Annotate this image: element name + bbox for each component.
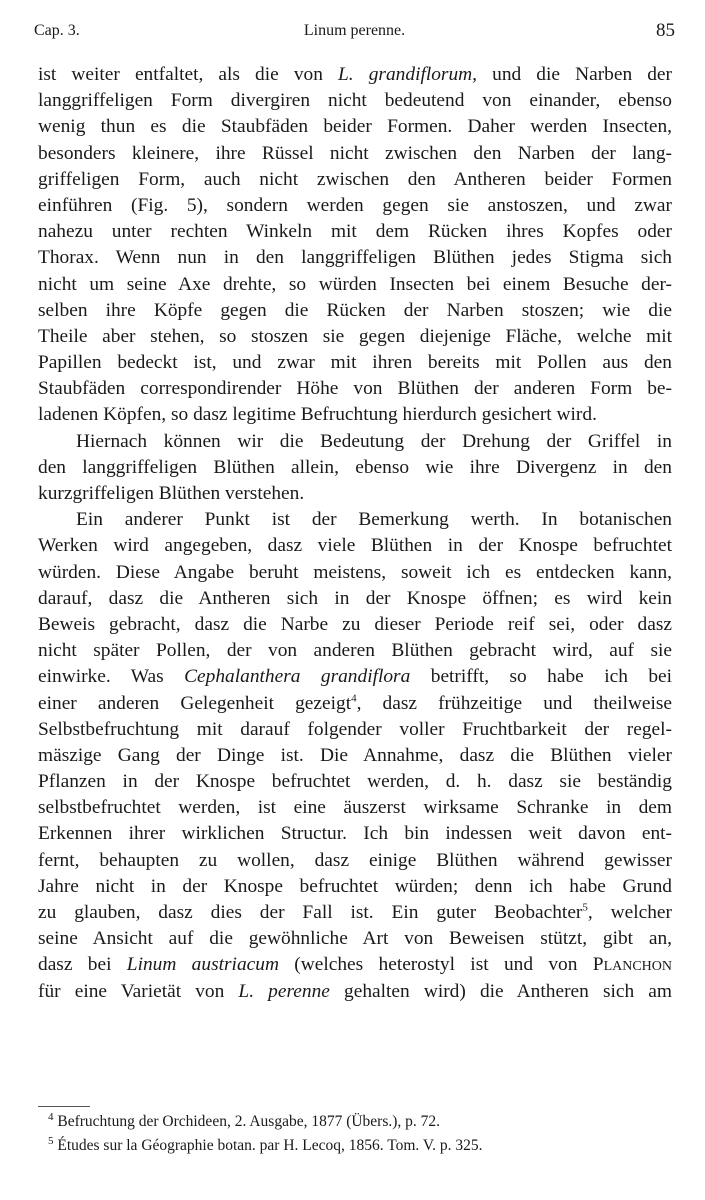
- line-text: einführen (Fig. 5), sondern werden gegen sie anstoszen, und zwar: [38, 194, 672, 216]
- small-caps-name: Planchon: [592, 954, 672, 976]
- text-line: [38, 717, 672, 743]
- footnote-ref: 5: [582, 901, 588, 914]
- line-text: Erkennen ihrer wirklichen Structur. Ich bin indessen weit davon ent-: [38, 823, 672, 845]
- page-number: 85: [656, 20, 675, 41]
- text-line: [38, 350, 672, 376]
- text-line: [38, 62, 672, 88]
- text-line: [38, 560, 672, 586]
- text-line: [38, 743, 672, 769]
- text-line: [38, 952, 672, 978]
- text-line: [38, 612, 672, 638]
- text-line: [38, 848, 672, 874]
- text-line: [38, 926, 672, 952]
- line-text: Papillen bedeckt ist, und zwar mit ihren bereits mit Pollen aus den: [38, 352, 672, 374]
- footnote-mark: 5: [48, 1134, 54, 1147]
- footnote-rule: [38, 1106, 90, 1107]
- line-text: nicht später Pollen, der von anderen Blüthen gebracht wird, auf sie: [38, 640, 672, 662]
- line-text: besonders kleinere, ihre Rüssel nicht zwischen den Narben der lang-: [38, 142, 672, 164]
- line-text: Jahre nicht in der Knospe befruchtet würden; denn ich habe Grund: [38, 875, 672, 897]
- footnote: [48, 1134, 668, 1158]
- text-line: [38, 88, 672, 114]
- line-text: mäszige Gang der Dinge ist. Die Annahme, dasz die Blüthen vieler: [38, 744, 672, 766]
- text-line: [38, 193, 672, 219]
- text-line: [38, 272, 672, 298]
- italic-term: Cephalanthera grandiflora: [184, 666, 411, 688]
- text-line: [38, 821, 672, 847]
- line-text: gehalten wird) die Antheren sich am: [329, 980, 672, 1002]
- text-line: [38, 429, 672, 455]
- main-text: [38, 62, 672, 1005]
- line-text: selbstbefruchtet werden, ist eine äuszerst wirksame Schranke in dem: [38, 797, 672, 819]
- line-text: Werken wird angegeben, dasz viele Blüthen in der Knospe befruchtet: [38, 535, 672, 557]
- text-line: [38, 874, 672, 900]
- text-line: [38, 586, 672, 612]
- line-text: Staubfäden correspondirender Höhe von Blüthen der anderen Form be-: [38, 378, 672, 400]
- text-line: [38, 638, 672, 664]
- line-text: dasz bei: [38, 954, 127, 976]
- line-text: den langgriffeligen Blüthen allein, ebenso wie ihre Divergenz in den: [38, 456, 672, 478]
- footnote-text: Études sur la Géographie botan. par H. Lecoq, 1856. Tom. V. p. 325.: [57, 1137, 483, 1154]
- footnote-text: Befruchtung der Orchideen, 2. Ausgabe, 1877 (Übers.), p. 72.: [57, 1113, 441, 1130]
- line-text: ist weiter entfaltet, als die von: [38, 64, 339, 85]
- line-text: , welcher: [587, 902, 672, 923]
- text-line: [38, 245, 672, 271]
- text-line: [38, 664, 672, 690]
- text-line: [38, 324, 672, 350]
- line-text: nahezu unter rechten Winkeln mit dem Rücken ihres Kopfes oder: [38, 221, 672, 243]
- line-text: Pflanzen in der Knospe befruchtet werden, d. h. dasz sie beständig: [38, 771, 672, 793]
- text-line: [38, 481, 672, 507]
- text-line: [38, 114, 672, 140]
- line-text: Theile aber stehen, so stoszen sie gegen diejenige Fläche, welche mit: [38, 325, 672, 347]
- line-text: würden. Diese Angabe beruht meistens, soweit ich es entdecken kann,: [38, 561, 672, 583]
- line-text: Ein anderer Punkt ist der Bemerkung werth. In botanischen: [76, 509, 672, 531]
- line-text: griffeligen Form, auch nicht zwischen den Antheren beider Formen: [38, 168, 672, 190]
- line-text: Selbstbefruchtung mit darauf folgender voller Fruchtbarkeit der regel-: [38, 718, 672, 740]
- italic-term: L. grandiflorum,: [338, 64, 478, 85]
- text-line: [38, 141, 672, 167]
- text-line: [38, 376, 672, 402]
- text-line: [38, 795, 672, 821]
- page-header: [34, 20, 675, 46]
- italic-term: L. perenne: [238, 980, 330, 1002]
- line-text: Beweis gebracht, dasz die Narbe zu dieser Periode reif sei, oder dasz: [38, 613, 672, 635]
- line-text: Hiernach können wir die Bedeutung der Drehung der Griffel in: [76, 430, 672, 452]
- text-line: [38, 533, 672, 559]
- line-text: selben ihre Köpfe gegen die Rücken der Narben stoszen; wie die: [38, 299, 672, 321]
- line-text: langgriffeligen Form divergiren nicht bedeutend von einander, ebenso: [38, 90, 672, 112]
- line-text: betrifft, so habe ich bei: [410, 666, 672, 688]
- text-line: [38, 769, 672, 795]
- footnotes: [48, 1110, 668, 1158]
- text-line: [38, 167, 672, 193]
- line-text: Thorax. Wenn nun in den langgriffeligen Blüthen jedes Stigma sich: [38, 247, 672, 269]
- text-line: [38, 455, 672, 481]
- line-text: einer anderen Gelegenheit gezeigt: [38, 692, 352, 714]
- line-text: darauf, dasz die Antheren sich in der Knospe öffnen; es wird kein: [38, 587, 672, 609]
- line-text: ladenen Köpfen, so dasz legitime Befruchtung hierdurch gesichert wird.: [38, 404, 597, 426]
- line-text: , dasz frühzeitige und theilweise: [356, 692, 672, 714]
- text-line: [38, 507, 672, 533]
- line-text: für eine Varietät von: [38, 980, 239, 1002]
- footnote: [48, 1110, 668, 1134]
- line-text: zu glauben, dasz dies der Fall ist. Ein guter Beobachter: [38, 902, 583, 923]
- text-line: [38, 298, 672, 324]
- line-text: kurzgriffeligen Blüthen verstehen.: [38, 483, 305, 504]
- running-title: Linum perenne.: [303, 22, 406, 39]
- text-line: [38, 402, 672, 428]
- text-line: [38, 979, 672, 1005]
- text-line: [38, 219, 672, 245]
- italic-term: Linum austriacum: [126, 954, 279, 976]
- line-text: nicht um seine Axe drehte, so würden Insecten bei einem Besuche der-: [38, 273, 672, 295]
- line-text: (welches heterostyl ist und von: [278, 954, 593, 976]
- line-text: wenig thun es die Staubfäden beider Formen. Daher werden Insecten,: [38, 116, 672, 138]
- text-line: [38, 691, 672, 717]
- line-text: und die Narben der: [477, 64, 672, 85]
- line-text: fernt, behaupten zu wollen, dasz einige Blüthen während gewisser: [38, 849, 672, 871]
- chapter-label: Cap. 3.: [34, 22, 80, 39]
- text-line: [38, 900, 672, 926]
- footnote-ref: 4: [351, 692, 357, 705]
- line-text: einwirke. Was: [38, 666, 185, 688]
- line-text: seine Ansicht auf die gewöhnliche Art von Beweisen stützt, gibt an,: [38, 928, 672, 950]
- footnote-mark: 4: [48, 1110, 54, 1123]
